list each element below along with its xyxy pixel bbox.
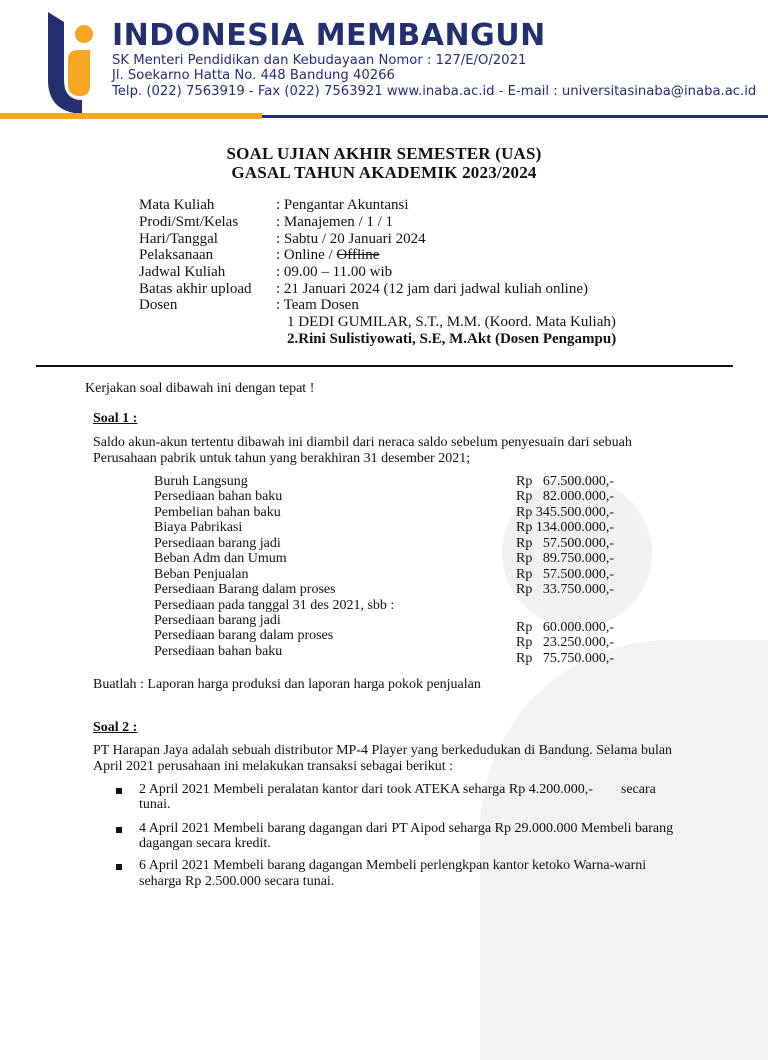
soal2-intro-line1: PT Harapan Jaya adalah sebuah distributor MP-4 Player yang berkedudukan di Bandung. Selama bulan <box>93 743 673 758</box>
transaction-line: 2 April 2021 Membeli peralatan kantor dari took ATEKA seharga Rp 4.200.000,- secara <box>139 782 656 797</box>
info-label: Jadwal Kuliah <box>139 264 226 280</box>
account-amount: Rp 33.750.000,- <box>516 582 614 597</box>
soal1-task: Buatlah : Laporan harga produksi dan laporan harga pokok penjualan <box>93 677 481 692</box>
transaction-line: tunai. <box>139 797 171 812</box>
info-label: Dosen <box>139 297 178 313</box>
account-amount: Rp 82.000.000,- <box>516 489 614 504</box>
account-name: Persediaan bahan baku <box>154 489 283 504</box>
account-amount: Rp 345.500.000,- <box>516 505 614 520</box>
info-value: : 21 Januari 2024 (12 jam dari jadwal kuliah online) <box>276 281 589 297</box>
lecturer-main: 2.Rini Sulistiyowati, S.E, M.Akt (Dosen Pengampu) <box>287 331 617 347</box>
bullet-icon <box>116 864 122 870</box>
instruction-text: Kerjakan soal dibawah ini dengan tepat ! <box>85 381 315 396</box>
account-name: Beban Adm dan Umum <box>154 551 287 566</box>
contact-line: Telp. (022) 7563919 - Fax (022) 7563921 www.inaba.ac.id - E-mail : universitasinaba@inaba.ac.id <box>112 84 757 99</box>
account-name: Persediaan barang dalam proses <box>154 628 334 643</box>
account-amount: Rp 67.500.000,- <box>516 474 614 489</box>
transaction-line: dagangan secara kredit. <box>139 836 271 851</box>
info-value: : Team Dosen <box>276 297 359 313</box>
account-name: Persediaan bahan baku <box>154 644 283 659</box>
ending-inventory-heading: Persediaan pada tanggal 31 des 2021, sbb : <box>154 598 395 613</box>
account-name: Buruh Langsung <box>154 474 248 489</box>
info-value: : Pengantar Akuntansi <box>276 197 409 213</box>
info-value: : Manajemen / 1 / 1 <box>276 214 394 230</box>
transaction-line: 4 April 2021 Membeli barang dagangan dari PT Aipod seharga Rp 29.000.000 Membeli barang <box>139 821 674 836</box>
watermark-body <box>480 640 768 1060</box>
exam-subtitle: GASAL TAHUN AKADEMIK 2023/2024 <box>231 163 537 182</box>
soal2-heading: Soal 2 : <box>93 720 138 735</box>
info-label: Hari/Tanggal <box>139 231 218 247</box>
offline-struck-text: Offline <box>336 247 380 263</box>
soal1-intro-line2: Perusahaan pabrik untuk tahun yang berakhiran 31 desember 2021; <box>93 451 471 466</box>
decree-line: SK Menteri Pendidikan dan Kebudayaan Nomor : 127/E/O/2021 <box>112 53 527 68</box>
bullet-icon <box>116 827 122 833</box>
soal2-intro-line2: April 2021 perusahaan ini melakukan transaksi sebagai berikut : <box>93 759 454 774</box>
account-amount: Rp 89.750.000,- <box>516 551 614 566</box>
account-amount: Rp 23.250.000,- <box>516 635 614 650</box>
header-blue-bar <box>262 115 768 118</box>
address-line: Jl. Soekarno Hatta No. 448 Bandung 40266 <box>112 68 395 83</box>
account-name: Beban Penjualan <box>154 567 249 582</box>
account-name: Persediaan Barang dalam proses <box>154 582 336 597</box>
online-text: : Online / <box>276 247 337 263</box>
header-divider <box>36 365 733 367</box>
account-amount: Rp 57.500.000,- <box>516 567 614 582</box>
header-orange-bar <box>0 113 262 119</box>
account-amount: Rp 134.000.000,- <box>516 520 614 535</box>
account-amount: Rp 57.500.000,- <box>516 536 614 551</box>
lecturer-coordinator: 1 DEDI GUMILAR, S.T., M.M. (Koord. Mata Kuliah) <box>287 314 616 330</box>
account-name: Persediaan barang jadi <box>154 536 281 551</box>
transaction-line: 6 April 2021 Membeli barang dagangan Membeli perlengkpan kantor ketoko Warna-warni <box>139 858 647 873</box>
account-name: Pembelian bahan baku <box>154 505 281 520</box>
account-name: Biaya Pabrikasi <box>154 520 243 535</box>
exam-title: SOAL UJIAN AKHIR SEMESTER (UAS) <box>226 144 542 163</box>
university-logo-icon <box>44 8 102 116</box>
info-value: : Sabtu / 20 Januari 2024 <box>276 231 426 247</box>
account-amount: Rp 60.000.000,- <box>516 620 614 635</box>
info-label: Mata Kuliah <box>139 197 215 213</box>
soal1-intro-line1: Saldo akun-akun tertentu dibawah ini diambil dari neraca saldo sebelum penyesuain dari sebuah <box>93 435 632 450</box>
account-name: Persediaan barang jadi <box>154 613 281 628</box>
info-value <box>276 247 379 264</box>
info-label: Pelaksanaan <box>139 247 214 263</box>
info-value: : 09.00 – 11.00 wib <box>276 264 393 280</box>
transaction-line: seharga Rp 2.500.000 secara tunai. <box>139 874 335 889</box>
soal1-heading: Soal 1 : <box>93 411 138 426</box>
bullet-icon <box>116 788 122 794</box>
info-label: Batas akhir upload <box>139 281 252 297</box>
info-label: Prodi/Smt/Kelas <box>139 214 239 230</box>
institution-name: INDONESIA MEMBANGUN <box>112 18 546 53</box>
account-amount: Rp 75.750.000,- <box>516 651 614 666</box>
